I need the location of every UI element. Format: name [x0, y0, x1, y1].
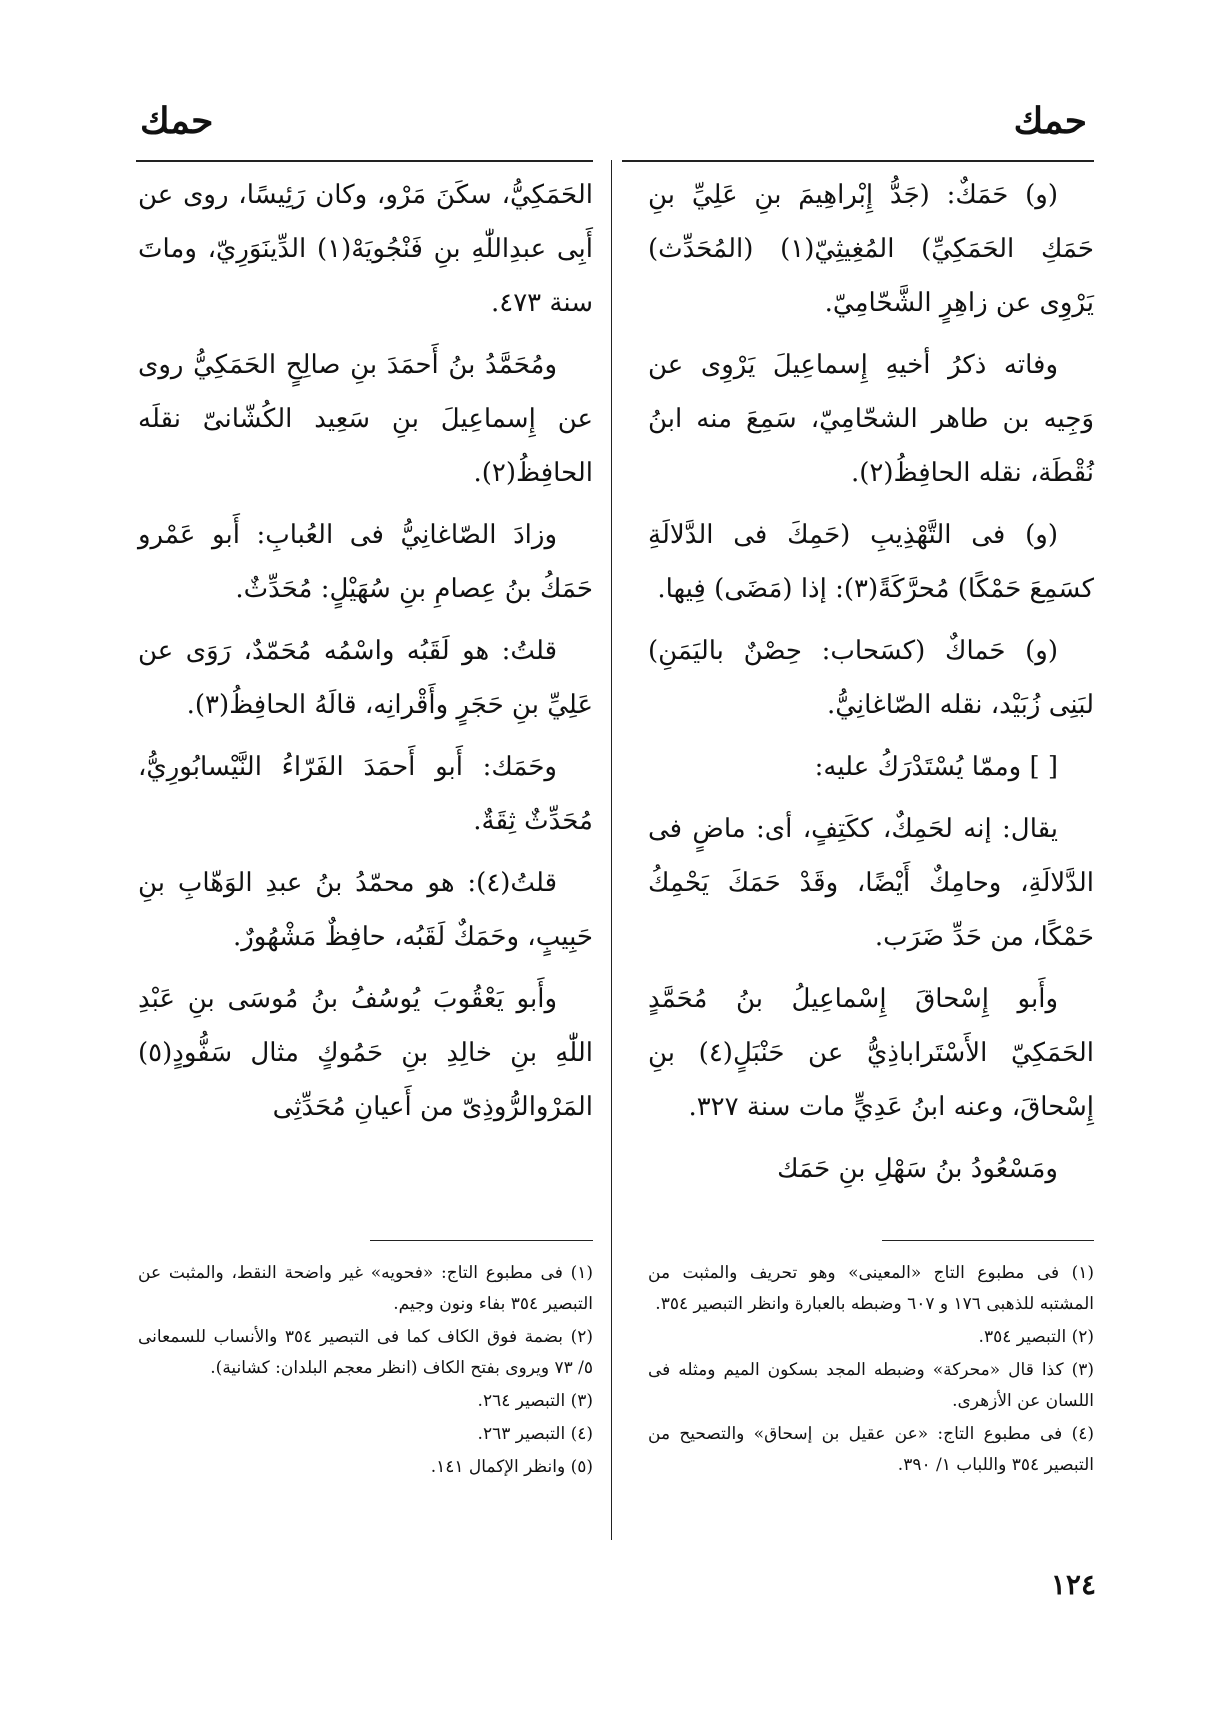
paragraph: الحَمَكِيُّ، سكَنَ مَرْو، وكان رَئِيسًا، روى عن أَبِى عبدِاللّٰهِ بنِ فَنْجُويَهْ(١) الدِّينَوَرِيّ، وماتَ سنة ٤٧٣. — [138, 180, 593, 318]
paragraph: (و) حَمَكٌ: (جَدُّ إِبْراهِيمَ بنِ عَلِيِّ بنِ حَمَكِ الحَمَكِيِّ) المُغِيثِيّ(١) (المُحَدِّث) يَرْوِى عن زاهِرٍ الشَّحّامِيّ. — [648, 180, 1095, 318]
footnote: (٢) بضمة فوق الكاف كما فى التبصير ٣٥٤ والأنساب للسمعانى ٥/ ٧٣ ويروى بفتح الكاف (انظر معجم البلدان: كشانية). — [138, 1327, 593, 1378]
paragraph: قلتُ(٤): هو محمّدُ بنُ عبدِ الوَهّابِ بنِ حَبِيبٍ، وحَمَكٌ لَقَبُه، حافِظٌ مَشْهُورٌ. — [138, 868, 593, 952]
column-divider — [611, 160, 612, 1540]
footnote-rule-right — [882, 1240, 1094, 1241]
header-rule-left — [136, 160, 593, 162]
header-word-right: حمك — [1013, 100, 1087, 142]
paragraph: يقال: إنه لحَمِكٌ، ككَتِفٍ، أى: ماضٍ فى الدَّلالَةِ، وحامِكٌ أَيْضًا، وقَدْ حَمَكَ يَحْمِكُ حَمْكًا، من حَدِّ ضَرَب. — [648, 814, 1094, 952]
footnote-rule-left — [370, 1240, 593, 1241]
footnote: (١) فى مطبوع التاج: «فحويه» غير واضحة النقط، والمثبت عن التبصير ٣٥٤ بفاء ونون وجيم. — [138, 1263, 593, 1314]
footnote: (٤) التبصير ٢٦٣. — [477, 1424, 593, 1444]
footnote: (٤) فى مطبوع التاج: «عن عقيل بن إسحاق» والتصحيح من التبصير ٣٥٤ واللباب ١/ ٣٩٠. — [648, 1424, 1094, 1475]
footnote: (١) فى مطبوع التاج «المعينى» وهو تحريف والمثبت من المشتبه للذهبى ١٧٦ و ٦٠٧ وضبطه بالعبارة وانظر التبصير ٣٥٤. — [648, 1263, 1094, 1314]
paragraph: ومَسْعُودُ بنُ سَهْلِ بنِ حَمَك — [777, 1154, 1058, 1184]
footnotes-right — [648, 1258, 1094, 1483]
paragraph: وأَبو يَعْقُوبَ يُوسُفُ بنُ مُوسَى بنِ عَبْدِ اللّٰهِ بنِ خالِدِ بنِ حَمُوكٍ مثال سَفُّودٍ(٥) المَرْوالرُّوذِىّ من أَعيانِ مُحَدِّثِى — [138, 984, 593, 1122]
paragraph: [ ] وممّا يُسْتَدْرَكُ عليه: — [814, 752, 1058, 782]
paragraph: وزادَ الصّاغانِيُّ فى العُبابِ: أَبو عَمْرو حَمَكُ بنُ عِصامِ بنِ سُهَيْلٍ: مُحَدِّثٌ. — [138, 520, 593, 604]
paragraph: ومُحَمَّدُ بنُ أَحمَدَ بنِ صالِحٍ الحَمَكِيُّ روى عن إِسماعِيلَ بنِ سَعِيد الكُشّانىّ نقلَه الحافِظُ(٢). — [138, 350, 593, 488]
paragraph: وفاته ذكرُ أخيهِ إِسماعِيلَ يَرْوِى عن وَجِيه بن طاهر الشحّامِيّ، سَمِعَ منه ابنُ نُقْطَة، نقله الحافِظُ(٢). — [648, 350, 1094, 488]
left-column — [138, 168, 593, 1142]
paragraph: قلتُ: هو لَقَبُه واسْمُه مُحَمّدٌ، رَوَى عن عَلِيِّ بنِ حَجَرٍ وأَقْرانِه، قالَهُ الحافِظُ(٣). — [138, 636, 593, 720]
footnote: (٣) التبصير ٢٦٤. — [477, 1391, 593, 1411]
footnote: (٢) التبصير ٣٥٤. — [978, 1327, 1094, 1347]
header-word-left: حمك — [140, 100, 214, 142]
footnote: (٥) وانظر الإكمال ١٤١. — [430, 1457, 593, 1477]
paragraph: (و) حَماكٌ (كسَحاب: حِصْنٌ باليَمَنِ) لبَنِى زُبَيْد، نقله الصّاغانِيُّ. — [648, 636, 1094, 720]
right-column — [648, 168, 1094, 1204]
header-rule-right — [622, 160, 1094, 162]
paragraph: (و) فى التَّهْذِيبِ (حَمِكَ فى الدَّلالَةِ كسَمِعَ حَمْكًا) مُحرَّكَةً(٣): إذا (مَضَى) فِيها. — [648, 520, 1094, 604]
paragraph: وحَمَك: أَبو أَحمَدَ الفَرّاءُ النَّيْسابُورِيُّ، مُحَدِّثٌ ثِقَةٌ. — [138, 752, 593, 836]
paragraph: وأَبو إِسْحاقَ إِسْماعِيلُ بنُ مُحَمَّدٍ الحَمَكِيّ الأَسْتَراباذِيُّ عن حَنْبَلٍ(٤) بنِ إِسْحاقَ، وعنه ابنُ عَدِيٍّ مات سنة ٣٢٧. — [648, 984, 1094, 1122]
footnote: (٣) كذا قال «محركة» وضبطه المجد بسكون الميم ومثله فى اللسان عن الأزهرى. — [648, 1360, 1094, 1411]
page-number: ١٢٤ — [1050, 1568, 1096, 1601]
footnotes-left — [138, 1258, 593, 1485]
